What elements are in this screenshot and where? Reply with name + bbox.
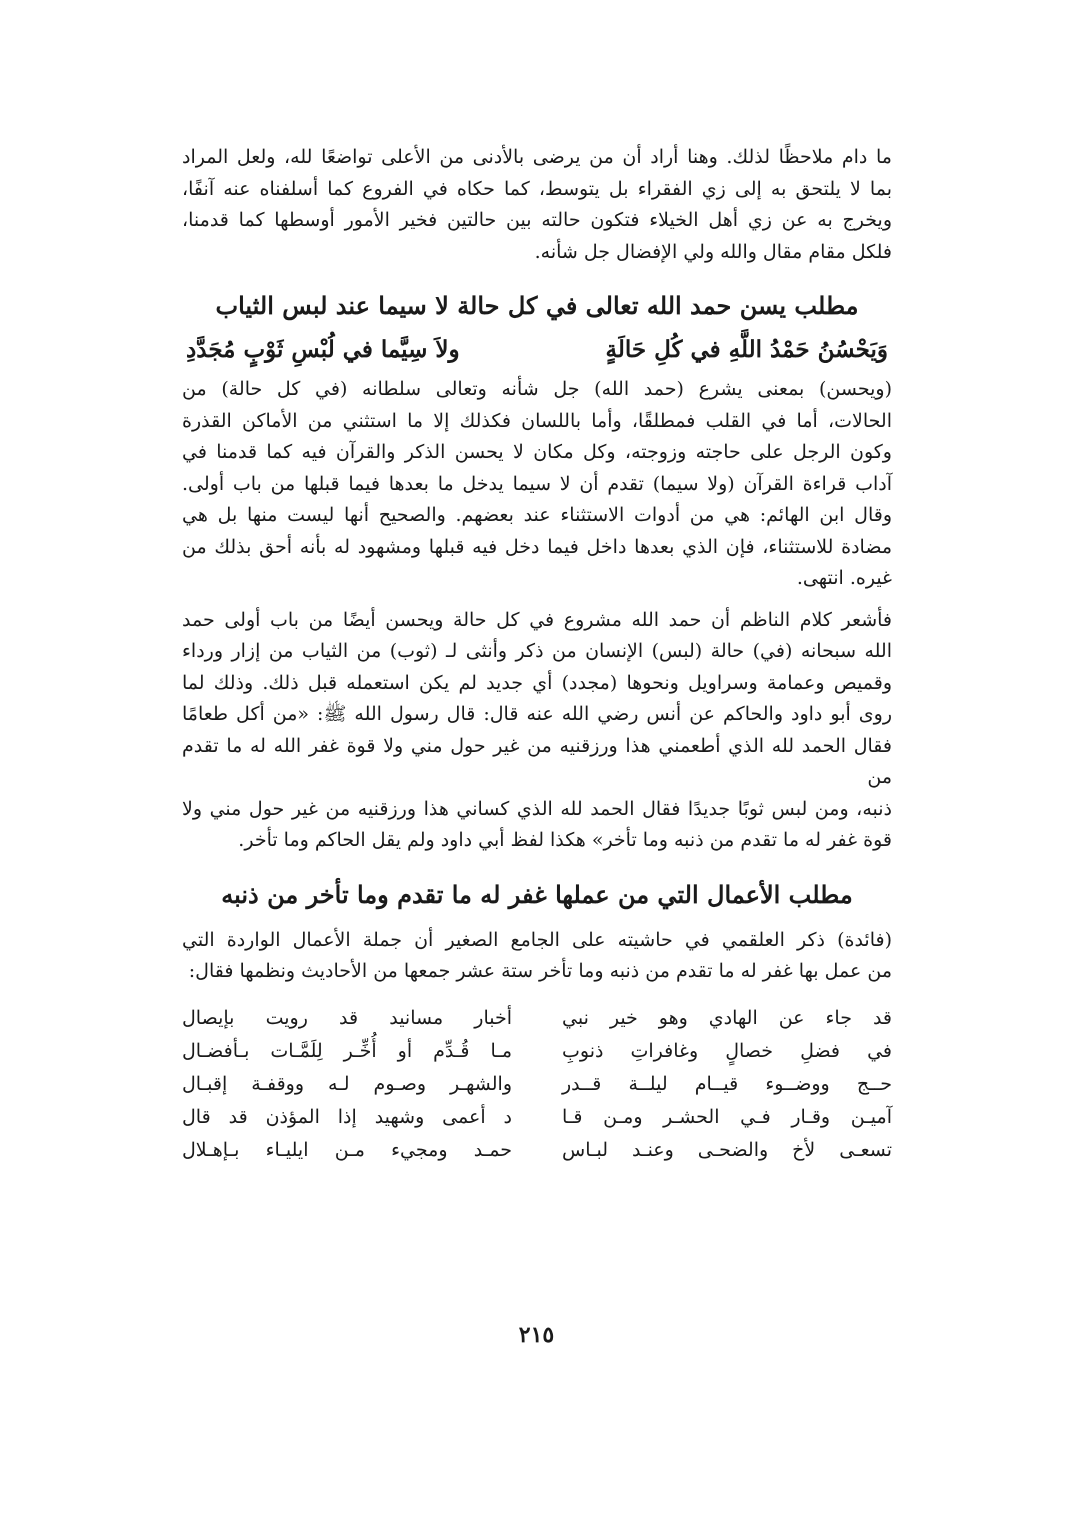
commentary-paragraph xyxy=(182,374,892,595)
text-line: (فائدة) ذكر العلقمي في حاشيته على الجامع الصغير أن جملة الأعمال الواردة التي xyxy=(182,928,892,951)
verse-line xyxy=(182,330,892,370)
section-heading: مطلب الأعمال التي من عملها غفر له ما تقدم وما تأخر من ذنبه xyxy=(221,879,853,909)
faida-paragraph xyxy=(182,925,892,988)
poem-left-hemistich: مـا قُـدِّم أو أُخِّـر لِلَمَّـات بـأفضـال xyxy=(182,1039,512,1062)
text-line: روى أبو داود والحاكم عن أنس رضي الله عنه قال: قال رسول الله ﷺ: «من أكل طعامًا xyxy=(182,703,892,725)
poem xyxy=(182,1002,892,1167)
text-line: ما دام ملاحظًا لذلك. وهنا أراد أن من يرضى بالأدنى من الأعلى تواضعًا لله، ولعل المراد xyxy=(182,146,892,168)
verse-first-hemistich: وَيَحْسُنُ حَمْدُ اللَّهِ في كُلِ حَالَةٍ xyxy=(605,336,888,363)
text-line: فقال الحمد لله الذي أطعمني هذا ورزقنيه من غير حول مني ولا قوة غفر الله له ما تقدم من xyxy=(182,734,892,788)
verse-second-hemistich: ولاَ سِيَّما في لُبْسِ ثَوْبٍ مُجَدَّدِ xyxy=(186,336,460,363)
intro-paragraph xyxy=(182,142,892,268)
section-heading: مطلب يسن حمد الله تعالى في كل حالة لا سيما عند لبس الثياب xyxy=(215,291,859,320)
text-line: الحالات، أما في القلب فمطلقًا، وأما باللسان فكذلك إلا ما استثني من الأماكن القذرة xyxy=(182,409,892,432)
text-line: مضادة للاستثناء، فإن الذي بعدها داخل فيما دخل فيه قبلها ومشهود له بأنه أحق بذلك من xyxy=(182,535,892,558)
text-line: (ويحسن) بمعنى يشرع (حمد الله) جل شأنه وتعالى سلطانه (في كل حالة) من xyxy=(182,378,892,400)
poem-right-hemistich: في فضلِ خصالٍ وغافراتِ ذنوبِ xyxy=(562,1039,892,1062)
text-line: فأشعر كلام الناظم أن حمد الله مشروع في كل حالة ويحسن أيضًا من باب أولى حمد xyxy=(182,608,892,631)
text-line: آداب قراءة القرآن (ولا سيما) تقدم أن لا سيما يدخل ما بعدها فيما قبلها من باب أولى. xyxy=(182,472,892,495)
page-content xyxy=(182,142,892,1167)
text-line: غيره. انتهى. xyxy=(796,567,892,589)
poem-right-hemistich: حــج ووضــوء قيــام ليلــة قــدر xyxy=(562,1072,892,1095)
text-line: قوة غفر له ما تقدم من ذنبه وما تأخر» هكذا لفظ أبي داود ولم يقل الحاكم وما تأخر. xyxy=(238,829,892,851)
text-line: الله سبحانه (في) حالة (لبس) الإنسان من ذكر وأنثى لـ (ثوب) من الثياب من إزار ورداء xyxy=(182,640,892,662)
poem-right-hemistich: تسعـى لأخ والضحـى وعنـد لبـاس xyxy=(562,1138,892,1161)
text-line: من عمل بها غفر له ما تقدم من ذنبه وما تأخر ستة عشر جمعها من الأحاديث ونظمها فقال: xyxy=(188,960,892,982)
text-line: وقال ابن الهائم: هي من أدوات الاستثناء عند بعضهم. والصحيح أنها ليست منها بل هي xyxy=(182,504,892,526)
poem-left-hemistich: حمـد ومجيء مـن ايليـاء بـإهـلال xyxy=(182,1138,512,1161)
poem-right-hemistich: آميـن وقـار فـي الحشـر ومـن قـا xyxy=(562,1105,892,1128)
poem-left-hemistich: والشهـر وصـوم لـه ووقفـة إقبـال xyxy=(182,1072,512,1095)
text-line: ويخرج به عن زي أهل الخيلاء فتكون حالته بين حالتين فخير الأمور أوسطها كما قدمنا، xyxy=(182,209,892,231)
poem-right-hemistich: قد جاء عن الهادي وهو خير نبي xyxy=(562,1006,892,1029)
text-line: وقميص وعمامة وسراويل ونحوها (مجدد) أي جديد لم يكن استعمله قبل ذلك. وذلك لما xyxy=(182,671,892,694)
text-line: فلكل مقام مقال والله ولي الإفضال جل شأنه. xyxy=(534,240,892,263)
text-line: بما لا يلتحق به إلى زي الفقراء بل يتوسط، كما حكاه في الفروع كما أسلفناه عنه آنفًا، xyxy=(182,177,892,200)
poem-left-hemistich: د أعمى وشهيد إذا المؤذن قد قال xyxy=(182,1105,512,1128)
page-number: ٢١٥ xyxy=(518,1322,555,1348)
hadith-paragraph xyxy=(182,605,892,857)
poem-left-hemistich: أخبار مسانيد قد رويت بإيصال xyxy=(182,1006,512,1029)
text-line: ذنبه، ومن لبس ثوبًا جديدًا فقال الحمد لله الذي كساني هذا ورزقنيه من غير حول مني ولا xyxy=(182,797,892,820)
text-line: وكون الرجل على حاجته وزوجته، وكل مكان لا يحسن الذكر والقرآن فيه كما قدمنا في xyxy=(182,441,892,463)
